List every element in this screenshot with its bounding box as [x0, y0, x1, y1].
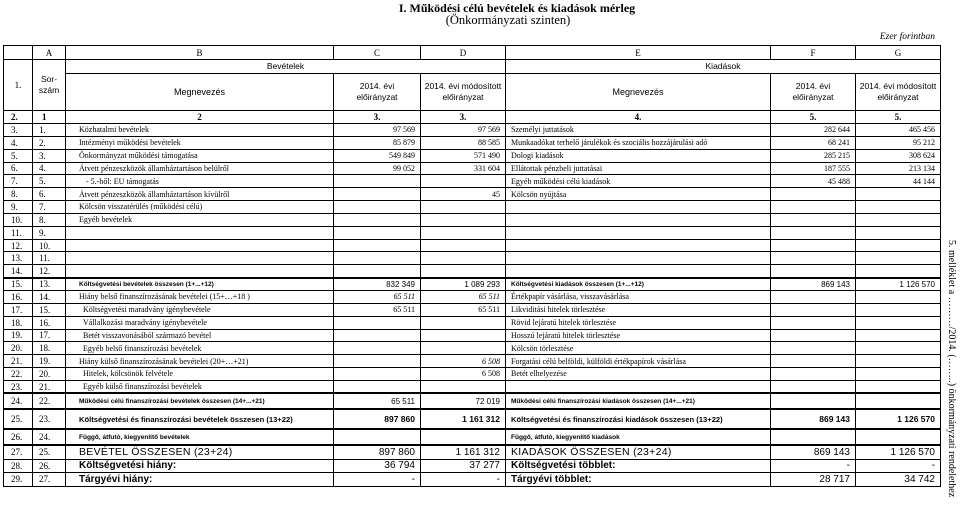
revenue-modified-value: 1 161 312 [421, 445, 506, 459]
revenue-modified-value [421, 252, 506, 265]
expense-plan-value [771, 329, 856, 342]
table-row [4, 226, 941, 239]
revenue-modified-value [421, 265, 506, 278]
row-number: 3. [4, 124, 33, 137]
expense-modified-value: 213 134 [856, 162, 941, 175]
expense-modified-value [856, 429, 941, 445]
table-row [4, 188, 941, 201]
table-row [4, 175, 941, 188]
expense-name [506, 226, 771, 239]
sorszam-cell: 7. [33, 201, 66, 214]
header-revenue-plan: 2014. évi előirányzat [356, 81, 398, 102]
header-revenue-name: Megnevezés [66, 74, 334, 111]
revenue-name: Tárgyévi hiány: [66, 472, 334, 486]
revenue-modified-value: 65 511 [421, 303, 506, 316]
expense-name: Költségvetési kiadások összesen (1+...+12) [506, 278, 771, 291]
expense-modified-value: - [856, 459, 941, 472]
header-expense-modified: 2014. évi módosított előirányzat [859, 81, 937, 102]
sorszam-cell: 2. [33, 136, 66, 149]
expense-modified-value [856, 201, 941, 214]
expense-modified-value [856, 380, 941, 393]
header-revenue-group: Bevételek [66, 60, 506, 74]
revenue-plan-value [334, 329, 421, 342]
revenue-modified-value: - [421, 472, 506, 486]
revenue-modified-value: 97 569 [421, 124, 506, 137]
sorszam-cell: 14. [33, 290, 66, 303]
table-row [4, 342, 941, 355]
header-group-row [4, 60, 941, 74]
row-number: 15. [4, 278, 33, 291]
table-row [4, 162, 941, 175]
expense-name: Hosszú lejáratú hitelek törlesztése [506, 329, 771, 342]
revenue-modified-value: 1 089 293 [421, 278, 506, 291]
expense-plan-value: 869 143 [771, 278, 856, 291]
table-row [4, 239, 941, 252]
sorszam-cell: 24. [33, 429, 66, 445]
index-cell: 4. [506, 111, 771, 124]
expense-plan-value [771, 303, 856, 316]
revenue-name: Működési célú finanszírozási bevételek összesen (14+...+21) [66, 393, 334, 409]
expense-plan-value: - [771, 459, 856, 472]
column-letter-g: G [856, 46, 941, 60]
sorszam-cell: 21. [33, 380, 66, 393]
sorszam-cell: 23. [33, 409, 66, 429]
expense-name: Egyéb működési célú kiadások [506, 175, 771, 188]
header-revenue-plan-cell [334, 74, 421, 111]
table-row [4, 409, 941, 429]
expense-plan-value [771, 239, 856, 252]
revenue-plan-value [334, 239, 421, 252]
expense-plan-value [771, 429, 856, 445]
sorszam-cell: 9. [33, 226, 66, 239]
expense-modified-value [856, 355, 941, 368]
revenue-modified-value: 331 604 [421, 162, 506, 175]
unit-label: Ezer forintban [879, 32, 935, 42]
revenue-plan-value: 65 511 [334, 303, 421, 316]
revenue-plan-value [334, 355, 421, 368]
sorszam-cell: 27. [33, 472, 66, 486]
revenue-plan-value: 897 860 [334, 409, 421, 429]
revenue-plan-value: 897 860 [334, 445, 421, 459]
row-number: 17. [4, 303, 33, 316]
expense-name: KIADÁSOK ÖSSZESEN (23+24) [506, 445, 771, 459]
expense-plan-value [771, 342, 856, 355]
revenue-name: Közhatalmi bevételek [66, 124, 334, 137]
sorszam-cell: 4. [33, 162, 66, 175]
sorszam-cell: 26. [33, 459, 66, 472]
revenue-plan-value [334, 342, 421, 355]
sorszam-cell: 6. [33, 188, 66, 201]
expense-plan-value: 285 215 [771, 149, 856, 162]
row-number: 18. [4, 316, 33, 329]
row-number: 22. [4, 368, 33, 381]
expense-modified-value [856, 290, 941, 303]
revenue-name: Kölcsön visszatérülés (működési célú) [66, 201, 334, 214]
row-number: 13. [4, 252, 33, 265]
revenue-modified-value [421, 429, 506, 445]
revenue-plan-value [334, 175, 421, 188]
expense-name: Likviditási hitelek törlesztése [506, 303, 771, 316]
sorszam-cell: 8. [33, 213, 66, 226]
sorszam-cell: 12. [33, 265, 66, 278]
revenue-modified-value: 571 490 [421, 149, 506, 162]
expense-modified-value: 308 624 [856, 149, 941, 162]
expense-modified-value [856, 188, 941, 201]
row-number: 25. [4, 409, 33, 429]
index-cell: 5. [856, 111, 941, 124]
expense-modified-value [856, 239, 941, 252]
sorszam-cell: 15. [33, 303, 66, 316]
budget-balance-table [3, 45, 941, 487]
expense-modified-value: 34 742 [856, 472, 941, 486]
expense-plan-value [771, 290, 856, 303]
table-row [4, 303, 941, 316]
expense-modified-value: 1 126 570 [856, 409, 941, 429]
row-number: 11. [4, 226, 33, 239]
row-number: 19. [4, 329, 33, 342]
expense-name: Forgatási célú belföldi, külföldi értékpapírok vásárlása [506, 355, 771, 368]
row-number: 9. [4, 201, 33, 214]
header-expense-group: Kiadások [506, 60, 941, 74]
revenue-plan-value [334, 188, 421, 201]
revenue-name [66, 265, 334, 278]
expense-plan-value: 869 143 [771, 445, 856, 459]
revenue-name [66, 226, 334, 239]
revenue-name: Átvett pénzeszközök államháztartáson kívülről [66, 188, 334, 201]
row-number: 16. [4, 290, 33, 303]
sorszam-cell: 11. [33, 252, 66, 265]
revenue-name: Átvett pénzeszközök államháztartáson belülről [66, 162, 334, 175]
revenue-name: Függő, átfutó, kiegyenlítő bevételek [66, 429, 334, 445]
revenue-name [66, 239, 334, 252]
revenue-modified-value: 6 508 [421, 355, 506, 368]
row-number: 7. [4, 175, 33, 188]
revenue-modified-value: 88 585 [421, 136, 506, 149]
sorszam-cell: 22. [33, 393, 66, 409]
revenue-name: Hiány belső finanszírozásának bevételei (15+…+18 ) [66, 290, 334, 303]
expense-plan-value [771, 368, 856, 381]
revenue-name: Költségvetési hiány: [66, 459, 334, 472]
revenue-modified-value [421, 380, 506, 393]
header-expense-modified-cell [856, 74, 941, 111]
expense-modified-value [856, 226, 941, 239]
revenue-name: Vállalkozási maradvány igénybevétele [66, 316, 334, 329]
expense-modified-value [856, 303, 941, 316]
expense-name: Értékpapír vásárlása, visszavásárlása [506, 290, 771, 303]
column-letter-d: D [421, 46, 506, 60]
expense-name: Költségvetési többlet: [506, 459, 771, 472]
revenue-modified-value [421, 342, 506, 355]
revenue-plan-value: 36 794 [334, 459, 421, 472]
expense-name: Működési célú finanszírozási kiadások összesen (14+...+21) [506, 393, 771, 409]
revenue-plan-value: 65 511 [334, 393, 421, 409]
row-number: 10. [4, 213, 33, 226]
index-cell: 3. [334, 111, 421, 124]
row-number: 20. [4, 342, 33, 355]
expense-name: Személyi juttatások [506, 124, 771, 137]
table-row [4, 393, 941, 409]
expense-modified-value [856, 368, 941, 381]
expense-plan-value [771, 252, 856, 265]
expense-modified-value: 1 126 570 [856, 445, 941, 459]
table-row [4, 459, 941, 472]
expense-plan-value [771, 393, 856, 409]
revenue-name: Önkormányzat működési támogatása [66, 149, 334, 162]
expense-modified-value: 465 456 [856, 124, 941, 137]
header-subheader-row [4, 74, 941, 111]
column-letter-f: F [771, 46, 856, 60]
table-row [4, 355, 941, 368]
revenue-modified-value: 1 161 312 [421, 409, 506, 429]
revenue-modified-value: 45 [421, 188, 506, 201]
revenue-plan-value: - [334, 472, 421, 486]
column-index-row [4, 111, 941, 124]
sorszam-cell: 20. [33, 368, 66, 381]
sorszam-cell: 18. [33, 342, 66, 355]
row-number: 24. [4, 393, 33, 409]
table-body [4, 124, 941, 487]
expense-modified-value: 1 126 570 [856, 278, 941, 291]
revenue-name: - 5.-ből: EU támogatás [66, 175, 334, 188]
revenue-name: Költségvetési és finanszírozási bevételek összesen (13+22) [66, 409, 334, 429]
sorszam-cell: 19. [33, 355, 66, 368]
index-row-number: 2. [4, 111, 33, 124]
revenue-plan-value: 99 052 [334, 162, 421, 175]
header-expense-plan: 2014. évi előirányzat [792, 81, 834, 102]
expense-modified-value [856, 329, 941, 342]
expense-name: Betét elhelyezése [506, 368, 771, 381]
header-expense-name: Megnevezés [506, 74, 771, 111]
revenue-plan-value [334, 265, 421, 278]
header-row-number: 1. [4, 60, 33, 111]
revenue-plan-value [334, 213, 421, 226]
expense-plan-value [771, 213, 856, 226]
expense-name: Rövid lejáratú hitelek törlesztése [506, 316, 771, 329]
column-letter-blank [4, 46, 33, 60]
expense-plan-value: 68 241 [771, 136, 856, 149]
expense-modified-value: 44 144 [856, 175, 941, 188]
revenue-plan-value: 549 849 [334, 149, 421, 162]
expense-modified-value [856, 393, 941, 409]
row-number: 27. [4, 445, 33, 459]
table-row [4, 136, 941, 149]
revenue-modified-value [421, 329, 506, 342]
annex-side-note: 5. melléklet a ………/2014. (……..) önkormányzati rendelethez [946, 240, 957, 498]
expense-modified-value [856, 213, 941, 226]
revenue-modified-value: 37 277 [421, 459, 506, 472]
revenue-modified-value [421, 213, 506, 226]
revenue-name: Költségvetési bevételek összesen (1+...+12) [66, 278, 334, 291]
row-number: 8. [4, 188, 33, 201]
revenue-plan-value [334, 380, 421, 393]
table-row [4, 316, 941, 329]
sorszam-cell: 13. [33, 278, 66, 291]
expense-modified-value [856, 342, 941, 355]
row-number: 5. [4, 149, 33, 162]
expense-name [506, 201, 771, 214]
expense-name: Kölcsön nyújtása [506, 188, 771, 201]
expense-name [506, 239, 771, 252]
header-expense-plan-cell [771, 74, 856, 111]
row-number: 28. [4, 459, 33, 472]
row-number: 4. [4, 136, 33, 149]
expense-plan-value [771, 265, 856, 278]
expense-plan-value [771, 188, 856, 201]
index-cell: 3. [421, 111, 506, 124]
expense-name [506, 380, 771, 393]
revenue-plan-value [334, 252, 421, 265]
revenue-plan-value [334, 226, 421, 239]
header-sorszam: Sor-szám [33, 60, 66, 111]
table-row [4, 368, 941, 381]
revenue-name: BEVÉTEL ÖSSZESEN (23+24) [66, 445, 334, 459]
expense-plan-value [771, 226, 856, 239]
row-number: 14. [4, 265, 33, 278]
expense-modified-value [856, 252, 941, 265]
revenue-modified-value [421, 175, 506, 188]
row-number: 29. [4, 472, 33, 486]
sorszam-cell: 10. [33, 239, 66, 252]
table-row [4, 201, 941, 214]
row-number: 26. [4, 429, 33, 445]
expense-name: Függő, átfutó, kiegyenlítő kiadások [506, 429, 771, 445]
table-row [4, 124, 941, 137]
table-row [4, 329, 941, 342]
row-number: 23. [4, 380, 33, 393]
revenue-modified-value [421, 239, 506, 252]
revenue-plan-value: 85 879 [334, 136, 421, 149]
column-letter-a: A [33, 46, 66, 60]
sorszam-cell: 25. [33, 445, 66, 459]
expense-name [506, 252, 771, 265]
revenue-modified-value [421, 201, 506, 214]
table-row [4, 252, 941, 265]
revenue-name: Hitelek, kölcsönök felvétele [66, 368, 334, 381]
expense-plan-value [771, 316, 856, 329]
table-row [4, 290, 941, 303]
expense-name: Kölcsön törlesztése [506, 342, 771, 355]
column-letter-e: E [506, 46, 771, 60]
expense-modified-value [856, 316, 941, 329]
revenue-name [66, 252, 334, 265]
sorszam-cell: 1. [33, 124, 66, 137]
row-number: 12. [4, 239, 33, 252]
revenue-name: Egyéb belső finanszírozási bevételek [66, 342, 334, 355]
table-row [4, 472, 941, 486]
page-subtitle: (Önkormányzati szinten) [445, 13, 571, 27]
revenue-plan-value: 97 569 [334, 124, 421, 137]
revenue-modified-value [421, 226, 506, 239]
revenue-plan-value: 832 349 [334, 278, 421, 291]
expense-name [506, 265, 771, 278]
expense-plan-value [771, 355, 856, 368]
index-cell: 1 [33, 111, 66, 124]
table-row [4, 149, 941, 162]
revenue-name: Betét visszavonásából származó bevétel [66, 329, 334, 342]
table-row [4, 265, 941, 278]
expense-plan-value: 28 717 [771, 472, 856, 486]
expense-name [506, 213, 771, 226]
page-title: I. Működési célú bevételek és kiadások mérleg [398, 1, 636, 15]
expense-name: Ellátottak pénzbeli juttatásai [506, 162, 771, 175]
revenue-plan-value [334, 368, 421, 381]
sorszam-cell: 17. [33, 329, 66, 342]
table-row [4, 213, 941, 226]
column-letter-row [4, 46, 941, 60]
revenue-plan-value [334, 316, 421, 329]
row-number: 21. [4, 355, 33, 368]
sorszam-cell: 5. [33, 175, 66, 188]
expense-name: Dologi kiadások [506, 149, 771, 162]
expense-name: Költségvetési és finanszírozási kiadások összesen (13+22) [506, 409, 771, 429]
revenue-name: Intézményi működési bevételek [66, 136, 334, 149]
revenue-modified-value: 65 511 [421, 290, 506, 303]
expense-modified-value: 95 212 [856, 136, 941, 149]
table-row [4, 380, 941, 393]
revenue-modified-value: 72 019 [421, 393, 506, 409]
header-revenue-modified-cell [421, 74, 506, 111]
table-row [4, 445, 941, 459]
revenue-modified-value [421, 316, 506, 329]
table-row [4, 429, 941, 445]
expense-name: Munkaadókat terhelő járulékok és szociális hozzájárulási adó [506, 136, 771, 149]
revenue-name: Egyéb külső finanszírozási bevételek [66, 380, 334, 393]
table-row [4, 278, 941, 291]
expense-plan-value: 187 555 [771, 162, 856, 175]
sorszam-cell: 3. [33, 149, 66, 162]
revenue-name: Hiány külső finanszírozásának bevételei (20+…+21) [66, 355, 334, 368]
expense-plan-value: 869 143 [771, 409, 856, 429]
column-letter-b: B [66, 46, 334, 60]
expense-plan-value [771, 201, 856, 214]
expense-name: Tárgyévi többlet: [506, 472, 771, 486]
sorszam-cell: 16. [33, 316, 66, 329]
expense-plan-value [771, 380, 856, 393]
header-revenue-modified: 2014. évi módosított előirányzat [424, 81, 502, 102]
expense-plan-value: 45 488 [771, 175, 856, 188]
revenue-modified-value: 6 508 [421, 368, 506, 381]
row-number: 6. [4, 162, 33, 175]
revenue-plan-value: 65 511 [334, 290, 421, 303]
expense-modified-value [856, 265, 941, 278]
index-cell: 2 [66, 111, 334, 124]
revenue-plan-value [334, 201, 421, 214]
revenue-plan-value [334, 429, 421, 445]
column-letter-c: C [334, 46, 421, 60]
expense-plan-value: 282 644 [771, 124, 856, 137]
index-cell: 5. [771, 111, 856, 124]
revenue-name: Egyéb bevételek [66, 213, 334, 226]
revenue-name: Költségvetési maradvány igénybevétele [66, 303, 334, 316]
